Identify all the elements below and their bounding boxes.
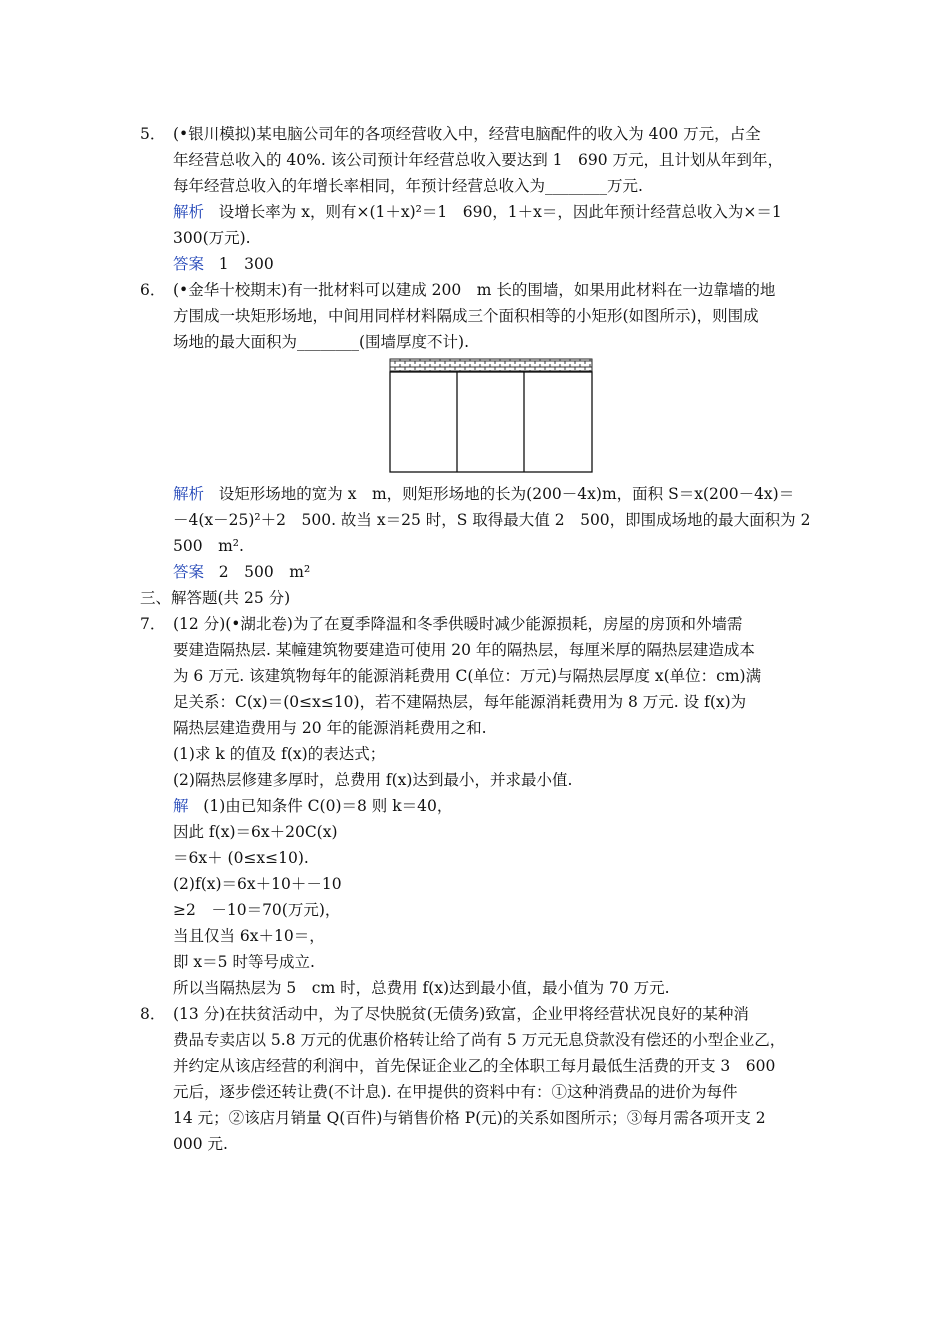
- q7-solution-line-2: 因此 f(x)＝6x＋20C(x): [173, 823, 338, 841]
- q7-solution-line-5: ≥2 －10＝70(万元)，: [173, 901, 341, 919]
- q7-solution-line-1: [173, 796, 452, 816]
- q6-answer-line: [173, 562, 310, 582]
- q5-line-1: (•银川模拟)某电脑公司年的各项经营收入中，经营电脑配件的收入为 400 万元，占全: [173, 125, 761, 143]
- q5-answer-value: 1 300: [218, 255, 274, 273]
- fence-diagram: [388, 358, 594, 474]
- q5-solution-tag: 解析: [173, 203, 205, 221]
- q7-solution-line-3: ＝6x＋ (0≤x≤10).: [173, 849, 309, 867]
- q5-solution-line-1: [173, 202, 782, 222]
- q7-part-2: (2)隔热层修建多厚时，总费用 f(x)达到最小，并求最小值.: [173, 771, 573, 789]
- q6-answer-tag: 答案: [173, 563, 205, 581]
- q7-solution-line-4: (2)f(x)＝6x＋10＋－10: [173, 875, 342, 893]
- field-outline: [390, 372, 592, 472]
- q7-solution-line-6: 当且仅当 6x＋10＝，: [173, 927, 325, 945]
- q7-solution-text-1: (1)由已知条件 C(0)＝8 则 k＝40，: [203, 797, 453, 815]
- q6-solution-tag: 解析: [173, 485, 205, 503]
- q6-solution-line-2: －4(x－25)²＋2 500. 故当 x＝25 时，S 取得最大值 2 500，即围成场地的最大面积为 2: [173, 511, 811, 529]
- wall-brick-band: [390, 359, 592, 371]
- q6-solution-text-1: 设矩形场地的宽为 x m，则矩形场地的长为(200－4x)m，面积 S＝x(200－4x)＝: [218, 485, 795, 503]
- q8-line-5: 14 元；②该店月销量 Q(百件)与销售价格 P(元)的关系如图所示；③每月需各项开支 2: [173, 1109, 766, 1127]
- q7-line-2: 要建造隔热层. 某幢建筑物要建造可使用 20 年的隔热层，每厘米厚的隔热层建造成本: [173, 641, 755, 659]
- q6-answer-value: 2 500 m²: [218, 563, 311, 581]
- q5-solution-text-1: 设增长率为 x，则有×(1＋x)²＝1 690，1＋x＝，因此年预计经营总收入为×＝1: [218, 203, 782, 221]
- q5-number: 5．: [140, 125, 166, 143]
- q8-line-4: 元后，逐步偿还转让费(不计息). 在甲提供的资料中有：①这种消费品的进价为每件: [173, 1083, 738, 1101]
- q7-line-5: 隔热层建造费用与 20 年的能源消耗费用之和.: [173, 719, 487, 737]
- q7-line-3: 为 6 万元. 该建筑物每年的能源消耗费用 C(单位：万元)与隔热层厚度 x(单位：cm)满: [173, 667, 762, 685]
- q7-part-1: (1)求 k 的值及 f(x)的表达式；: [173, 745, 386, 763]
- q6-solution-line-3: 500 m².: [173, 537, 244, 555]
- q5-solution-line-2: 300(万元).: [173, 229, 251, 247]
- q5-line-3: 每年经营总收入的年增长率相同，年预计经营总收入为________万元.: [173, 177, 643, 195]
- q7-line-4: 足关系：C(x)＝(0≤x≤10)，若不建隔热层，每年能源消耗费用为 8 万元. 设 f(x)为: [173, 693, 747, 711]
- q6-line-1: (•金华十校期末)有一批材料可以建成 200 m 长的围墙，如果用此材料在一边靠墙的地: [173, 281, 776, 299]
- q8-line-3: 并约定从该店经营的利润中，首先保证企业乙的全体职工每月最低生活费的开支 3 600: [173, 1057, 776, 1075]
- q8-line-6: 000 元.: [173, 1135, 228, 1153]
- q6-solution-line-1: [173, 484, 794, 504]
- q5-answer-line: [173, 254, 274, 274]
- q6-line-2: 方围成一块矩形场地，中间用同样材料隔成三个面积相等的小矩形(如图所示)，则围成: [173, 307, 759, 325]
- q7-solution-line-7: 即 x＝5 时等号成立.: [173, 953, 315, 971]
- q7-number: 7．: [140, 615, 166, 633]
- section-heading: 三、解答题(共 25 分): [140, 589, 291, 607]
- q8-line-1: (13 分)在扶贫活动中，为了尽快脱贫(无债务)致富，企业甲将经营状况良好的某种消: [173, 1005, 749, 1023]
- q6-number: 6．: [140, 281, 166, 299]
- q6-line-3: 场地的最大面积为________(围墙厚度不计).: [173, 333, 470, 351]
- q5-line-2: 年经营总收入的 40%. 该公司预计年经营总收入要达到 1 690 万元，且计划从年到年，: [173, 151, 784, 169]
- q7-solution-tag: 解: [173, 797, 189, 815]
- q8-number: 8．: [140, 1005, 166, 1023]
- q7-solution-line-8: 所以当隔热层为 5 cm 时，总费用 f(x)达到最小值，最小值为 70 万元.: [173, 979, 670, 997]
- q5-answer-tag: 答案: [173, 255, 205, 273]
- q7-line-1: (12 分)(•湖北卷)为了在夏季降温和冬季供暖时减少能源损耗，房屋的房顶和外墙需: [173, 615, 743, 633]
- q8-line-2: 费品专卖店以 5.8 万元的优惠价格转让给了尚有 5 万元无息贷款没有偿还的小型企业乙，: [173, 1031, 786, 1049]
